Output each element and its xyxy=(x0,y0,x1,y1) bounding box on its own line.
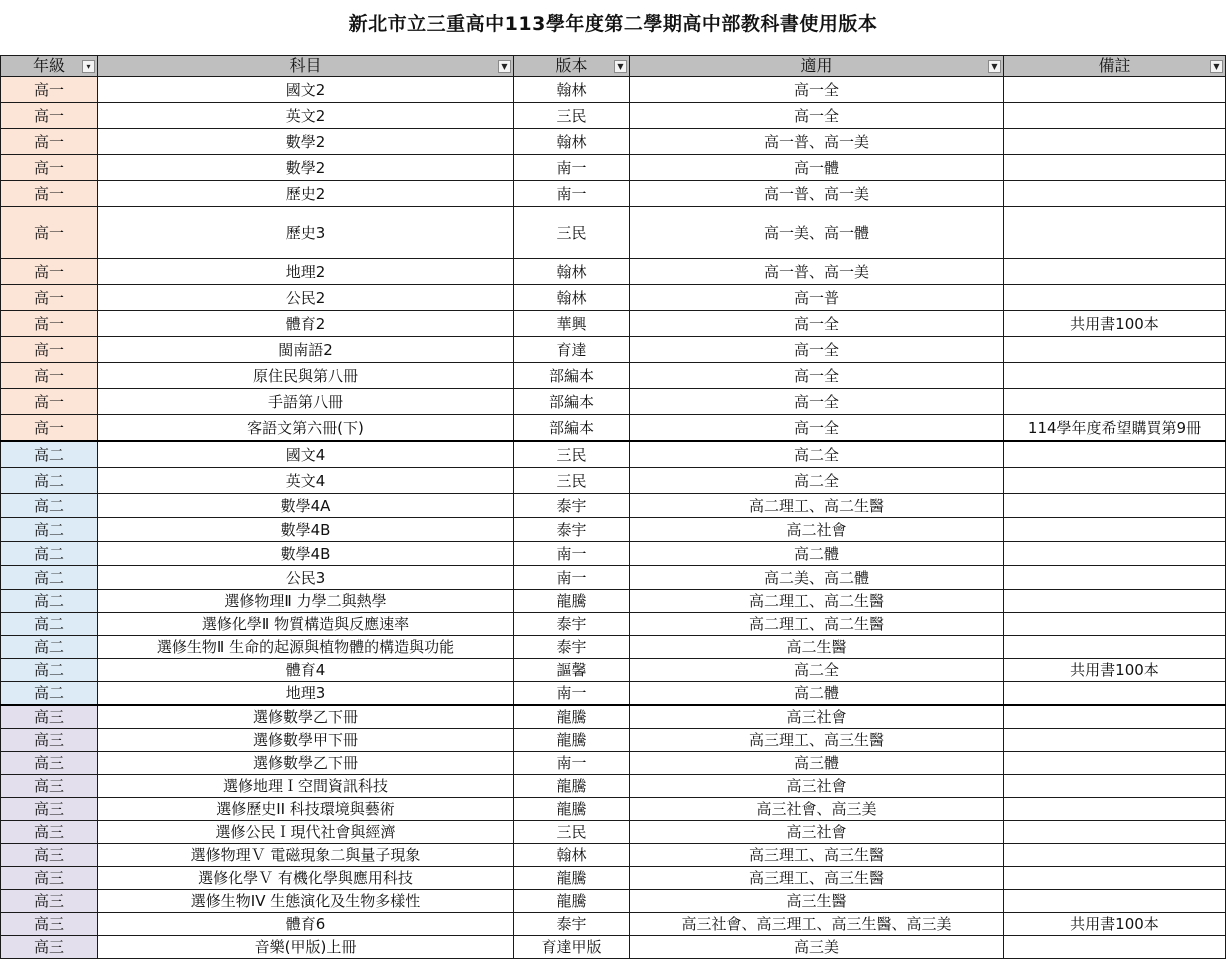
cell-grade[interactable]: 高一 xyxy=(1,337,98,363)
cell-grade[interactable]: 高三 xyxy=(1,705,98,729)
cell-note[interactable] xyxy=(1004,775,1226,798)
column-header-label: 科目 xyxy=(289,56,322,75)
cell-grade[interactable]: 高二 xyxy=(1,468,98,494)
cell-version[interactable]: 部編本 xyxy=(514,389,630,415)
cell-version[interactable]: 育達甲版 xyxy=(514,936,630,959)
cell-applies[interactable]: 高一普 xyxy=(630,285,1004,311)
table-row xyxy=(1,844,1226,867)
cell-subject[interactable]: 體育2 xyxy=(98,311,514,337)
cell-applies[interactable]: 高三社會、高三美 xyxy=(630,798,1004,821)
table-row xyxy=(1,636,1226,659)
cell-note[interactable] xyxy=(1004,494,1226,518)
cell-version[interactable]: 三民 xyxy=(514,207,630,259)
cell-applies[interactable]: 高一全 xyxy=(630,311,1004,337)
cell-version[interactable]: 泰宇 xyxy=(514,613,630,636)
cell-note[interactable] xyxy=(1004,77,1226,103)
cell-applies[interactable]: 高一全 xyxy=(630,337,1004,363)
table-row xyxy=(1,542,1226,566)
cell-applies[interactable]: 高二理工、高二生醫 xyxy=(630,590,1004,613)
cell-grade[interactable]: 高一 xyxy=(1,77,98,103)
cell-subject[interactable]: 選修化學Ｖ 有機化學與應用科技 xyxy=(98,867,514,890)
cell-applies[interactable]: 高一全 xyxy=(630,77,1004,103)
cell-note[interactable] xyxy=(1004,636,1226,659)
cell-applies[interactable]: 高三理工、高三生醫 xyxy=(630,844,1004,867)
cell-note[interactable] xyxy=(1004,729,1226,752)
column-header-label: 備註 xyxy=(1098,56,1131,75)
cell-applies[interactable]: 高一普、高一美 xyxy=(630,181,1004,207)
cell-applies[interactable]: 高三社會 xyxy=(630,821,1004,844)
cell-grade[interactable]: 高三 xyxy=(1,729,98,752)
page-title: 新北市立三重高中113學年度第二學期高中部教科書使用版本 xyxy=(348,13,878,35)
cell-subject[interactable]: 數學2 xyxy=(98,129,514,155)
table-row xyxy=(1,129,1226,155)
table-row xyxy=(1,468,1226,494)
cell-subject[interactable]: 選修數學乙下冊 xyxy=(98,752,514,775)
cell-subject[interactable]: 手語第八冊 xyxy=(98,389,514,415)
cell-note[interactable]: 共用書100本 xyxy=(1004,659,1226,682)
table-row xyxy=(1,337,1226,363)
cell-subject[interactable]: 數學4A xyxy=(98,494,514,518)
cell-applies[interactable]: 高三美 xyxy=(630,936,1004,959)
cell-applies[interactable]: 高三社會 xyxy=(630,775,1004,798)
cell-note[interactable] xyxy=(1004,129,1226,155)
cell-version[interactable]: 龍騰 xyxy=(514,590,630,613)
cell-note[interactable] xyxy=(1004,613,1226,636)
cell-version[interactable]: 南一 xyxy=(514,752,630,775)
cell-grade[interactable]: 高三 xyxy=(1,913,98,936)
cell-grade[interactable]: 高一 xyxy=(1,285,98,311)
cell-version[interactable]: 泰宇 xyxy=(514,494,630,518)
cell-applies[interactable]: 高二全 xyxy=(630,468,1004,494)
cell-note[interactable] xyxy=(1004,542,1226,566)
cell-applies[interactable]: 高二全 xyxy=(630,441,1004,468)
cell-version[interactable]: 南一 xyxy=(514,682,630,706)
column-header-grade xyxy=(1,56,98,77)
cell-applies[interactable]: 高二社會 xyxy=(630,518,1004,542)
table-row xyxy=(1,798,1226,821)
column-header-note xyxy=(1004,56,1226,77)
table-row xyxy=(1,890,1226,913)
cell-note[interactable] xyxy=(1004,890,1226,913)
cell-grade[interactable]: 高三 xyxy=(1,867,98,890)
cell-version[interactable]: 育達 xyxy=(514,337,630,363)
cell-applies[interactable]: 高一美、高一體 xyxy=(630,207,1004,259)
cell-note[interactable] xyxy=(1004,259,1226,285)
cell-version[interactable]: 部編本 xyxy=(514,415,630,442)
cell-grade[interactable]: 高二 xyxy=(1,659,98,682)
cell-applies[interactable]: 高一全 xyxy=(630,363,1004,389)
table-row xyxy=(1,311,1226,337)
cell-version[interactable]: 龍騰 xyxy=(514,729,630,752)
table-row xyxy=(1,441,1226,468)
cell-grade[interactable]: 高二 xyxy=(1,542,98,566)
cell-grade[interactable]: 高一 xyxy=(1,129,98,155)
table-row xyxy=(1,389,1226,415)
table-row xyxy=(1,155,1226,181)
cell-note[interactable] xyxy=(1004,207,1226,259)
table-row xyxy=(1,415,1226,442)
column-header-subject xyxy=(98,56,514,77)
table-row xyxy=(1,705,1226,729)
table-row xyxy=(1,936,1226,959)
cell-note[interactable] xyxy=(1004,441,1226,468)
column-header-label: 適用 xyxy=(800,56,833,75)
cell-grade[interactable]: 高一 xyxy=(1,311,98,337)
cell-applies[interactable]: 高三理工、高三生醫 xyxy=(630,729,1004,752)
cell-grade[interactable]: 高一 xyxy=(1,389,98,415)
cell-grade[interactable]: 高二 xyxy=(1,518,98,542)
cell-subject[interactable]: 原住民與第八冊 xyxy=(98,363,514,389)
cell-subject[interactable]: 選修地理Ｉ空間資訊科技 xyxy=(98,775,514,798)
cell-grade[interactable]: 高一 xyxy=(1,363,98,389)
table-row xyxy=(1,659,1226,682)
cell-subject[interactable]: 歷史2 xyxy=(98,181,514,207)
filter-dropdown-icon[interactable]: ▼ xyxy=(1210,60,1223,73)
cell-note[interactable] xyxy=(1004,566,1226,590)
cell-subject[interactable]: 英文2 xyxy=(98,103,514,129)
cell-grade[interactable]: 高三 xyxy=(1,890,98,913)
cell-note[interactable] xyxy=(1004,389,1226,415)
cell-grade[interactable]: 高一 xyxy=(1,207,98,259)
cell-grade[interactable]: 高二 xyxy=(1,494,98,518)
cell-subject[interactable]: 選修生物IV 生態演化及生物多樣性 xyxy=(98,890,514,913)
cell-subject[interactable]: 閩南語2 xyxy=(98,337,514,363)
cell-note[interactable] xyxy=(1004,867,1226,890)
cell-applies[interactable]: 高一全 xyxy=(630,389,1004,415)
cell-applies[interactable]: 高二理工、高二生醫 xyxy=(630,494,1004,518)
cell-subject[interactable]: 地理3 xyxy=(98,682,514,706)
table-row xyxy=(1,913,1226,936)
cell-version[interactable]: 龍騰 xyxy=(514,890,630,913)
textbook-table xyxy=(0,55,1226,959)
table-row xyxy=(1,821,1226,844)
cell-version[interactable]: 南一 xyxy=(514,181,630,207)
cell-grade[interactable]: 高二 xyxy=(1,590,98,613)
cell-note[interactable] xyxy=(1004,682,1226,706)
cell-subject[interactable]: 選修歷史II 科技環境與藝術 xyxy=(98,798,514,821)
cell-applies[interactable]: 高三社會 xyxy=(630,705,1004,729)
table-row xyxy=(1,613,1226,636)
cell-version[interactable]: 翰林 xyxy=(514,129,630,155)
table-row xyxy=(1,494,1226,518)
table-row xyxy=(1,729,1226,752)
cell-applies[interactable]: 高三社會、高三理工、高三生醫、高三美 xyxy=(630,913,1004,936)
table-row xyxy=(1,259,1226,285)
cell-note[interactable] xyxy=(1004,798,1226,821)
table-row xyxy=(1,867,1226,890)
cell-subject[interactable]: 公民3 xyxy=(98,566,514,590)
table-row xyxy=(1,518,1226,542)
cell-note[interactable] xyxy=(1004,590,1226,613)
table-row xyxy=(1,752,1226,775)
title-bar xyxy=(0,0,1226,56)
cell-subject[interactable]: 選修物理Ⅱ 力學二與熱學 xyxy=(98,590,514,613)
cell-note[interactable]: 共用書100本 xyxy=(1004,311,1226,337)
cell-applies[interactable]: 高一全 xyxy=(630,103,1004,129)
table-row xyxy=(1,590,1226,613)
cell-subject[interactable]: 選修公民Ｉ現代社會與經濟 xyxy=(98,821,514,844)
cell-note[interactable]: 共用書100本 xyxy=(1004,913,1226,936)
cell-subject[interactable]: 客語文第六冊(下) xyxy=(98,415,514,442)
cell-version[interactable]: 翰林 xyxy=(514,259,630,285)
table-row xyxy=(1,363,1226,389)
cell-version[interactable]: 三民 xyxy=(514,441,630,468)
cell-version[interactable]: 泰宇 xyxy=(514,518,630,542)
cell-version[interactable]: 南一 xyxy=(514,566,630,590)
cell-grade[interactable]: 高三 xyxy=(1,936,98,959)
cell-version[interactable]: 華興 xyxy=(514,311,630,337)
table-row xyxy=(1,103,1226,129)
cell-subject[interactable]: 選修數學乙下冊 xyxy=(98,705,514,729)
table-row xyxy=(1,566,1226,590)
cell-subject[interactable]: 公民2 xyxy=(98,285,514,311)
cell-note[interactable] xyxy=(1004,752,1226,775)
cell-note[interactable] xyxy=(1004,155,1226,181)
cell-version[interactable]: 翰林 xyxy=(514,285,630,311)
cell-subject[interactable]: 選修化學Ⅱ 物質構造與反應速率 xyxy=(98,613,514,636)
cell-version[interactable]: 龍騰 xyxy=(514,705,630,729)
cell-applies[interactable]: 高二體 xyxy=(630,682,1004,706)
cell-applies[interactable]: 高二體 xyxy=(630,542,1004,566)
cell-subject[interactable]: 地理2 xyxy=(98,259,514,285)
cell-subject[interactable]: 選修物理Ｖ 電磁現象二與量子現象 xyxy=(98,844,514,867)
header-row xyxy=(1,56,1226,77)
cell-grade[interactable]: 高三 xyxy=(1,798,98,821)
cell-applies[interactable]: 高一普、高一美 xyxy=(630,259,1004,285)
cell-note[interactable]: 114學年度希望購買第9冊 xyxy=(1004,415,1226,442)
cell-applies[interactable]: 高二理工、高二生醫 xyxy=(630,613,1004,636)
cell-note[interactable] xyxy=(1004,821,1226,844)
column-header-label: 年級 xyxy=(32,56,65,75)
cell-note[interactable] xyxy=(1004,337,1226,363)
cell-subject[interactable]: 數學4B xyxy=(98,542,514,566)
cell-grade[interactable]: 高一 xyxy=(1,155,98,181)
cell-grade[interactable]: 高一 xyxy=(1,103,98,129)
cell-grade[interactable]: 高一 xyxy=(1,181,98,207)
cell-note[interactable] xyxy=(1004,468,1226,494)
cell-applies[interactable]: 高三體 xyxy=(630,752,1004,775)
column-header-label: 版本 xyxy=(555,56,588,75)
table-row xyxy=(1,77,1226,103)
cell-grade[interactable]: 高二 xyxy=(1,613,98,636)
cell-subject[interactable]: 數學4B xyxy=(98,518,514,542)
cell-version[interactable]: 龍騰 xyxy=(514,775,630,798)
cell-note[interactable] xyxy=(1004,363,1226,389)
cell-applies[interactable]: 高一普、高一美 xyxy=(630,129,1004,155)
table-body xyxy=(1,77,1226,959)
cell-applies[interactable]: 高二美、高二體 xyxy=(630,566,1004,590)
column-header-version xyxy=(514,56,630,77)
cell-grade[interactable]: 高三 xyxy=(1,752,98,775)
cell-version[interactable]: 南一 xyxy=(514,155,630,181)
cell-applies[interactable]: 高一體 xyxy=(630,155,1004,181)
cell-applies[interactable]: 高三理工、高三生醫 xyxy=(630,867,1004,890)
cell-applies[interactable]: 高一全 xyxy=(630,415,1004,442)
cell-grade[interactable]: 高二 xyxy=(1,566,98,590)
cell-subject[interactable]: 英文4 xyxy=(98,468,514,494)
filter-dropdown-icon[interactable]: ▼ xyxy=(498,60,511,73)
cell-version[interactable]: 謳馨 xyxy=(514,659,630,682)
cell-note[interactable] xyxy=(1004,936,1226,959)
cell-note[interactable] xyxy=(1004,285,1226,311)
cell-version[interactable]: 三民 xyxy=(514,468,630,494)
cell-grade[interactable]: 高三 xyxy=(1,775,98,798)
cell-subject[interactable]: 音樂(甲版)上冊 xyxy=(98,936,514,959)
table-row xyxy=(1,285,1226,311)
cell-grade[interactable]: 高一 xyxy=(1,259,98,285)
cell-subject[interactable]: 國文4 xyxy=(98,441,514,468)
cell-note[interactable] xyxy=(1004,103,1226,129)
cell-version[interactable]: 泰宇 xyxy=(514,913,630,936)
cell-version[interactable]: 部編本 xyxy=(514,363,630,389)
cell-applies[interactable]: 高三生醫 xyxy=(630,890,1004,913)
cell-version[interactable]: 三民 xyxy=(514,103,630,129)
cell-subject[interactable]: 選修生物Ⅱ 生命的起源與植物體的構造與功能 xyxy=(98,636,514,659)
spreadsheet xyxy=(0,55,1226,965)
sort-filter-icon[interactable]: ▾ xyxy=(82,60,95,73)
column-header-applies xyxy=(630,56,1004,77)
cell-version[interactable]: 龍騰 xyxy=(514,867,630,890)
cell-note[interactable] xyxy=(1004,705,1226,729)
cell-note[interactable] xyxy=(1004,844,1226,867)
cell-grade[interactable]: 高二 xyxy=(1,682,98,706)
cell-version[interactable]: 南一 xyxy=(514,542,630,566)
cell-version[interactable]: 龍騰 xyxy=(514,798,630,821)
cell-version[interactable]: 翰林 xyxy=(514,844,630,867)
cell-grade[interactable]: 高二 xyxy=(1,441,98,468)
cell-grade[interactable]: 高一 xyxy=(1,415,98,442)
cell-version[interactable]: 泰宇 xyxy=(514,636,630,659)
cell-note[interactable] xyxy=(1004,518,1226,542)
cell-subject[interactable]: 體育6 xyxy=(98,913,514,936)
cell-grade[interactable]: 高二 xyxy=(1,636,98,659)
cell-version[interactable]: 翰林 xyxy=(514,77,630,103)
cell-grade[interactable]: 高三 xyxy=(1,844,98,867)
cell-grade[interactable]: 高三 xyxy=(1,821,98,844)
cell-subject[interactable]: 數學2 xyxy=(98,155,514,181)
table-row xyxy=(1,682,1226,706)
cell-applies[interactable]: 高二生醫 xyxy=(630,636,1004,659)
table-row xyxy=(1,207,1226,259)
cell-subject[interactable]: 體育4 xyxy=(98,659,514,682)
cell-subject[interactable]: 歷史3 xyxy=(98,207,514,259)
table-row xyxy=(1,775,1226,798)
filter-dropdown-icon[interactable]: ▼ xyxy=(614,60,627,73)
cell-subject[interactable]: 選修數學甲下冊 xyxy=(98,729,514,752)
filter-dropdown-icon[interactable]: ▼ xyxy=(988,60,1001,73)
cell-subject[interactable]: 國文2 xyxy=(98,77,514,103)
table-row xyxy=(1,181,1226,207)
cell-note[interactable] xyxy=(1004,181,1226,207)
cell-applies[interactable]: 高二全 xyxy=(630,659,1004,682)
cell-version[interactable]: 三民 xyxy=(514,821,630,844)
